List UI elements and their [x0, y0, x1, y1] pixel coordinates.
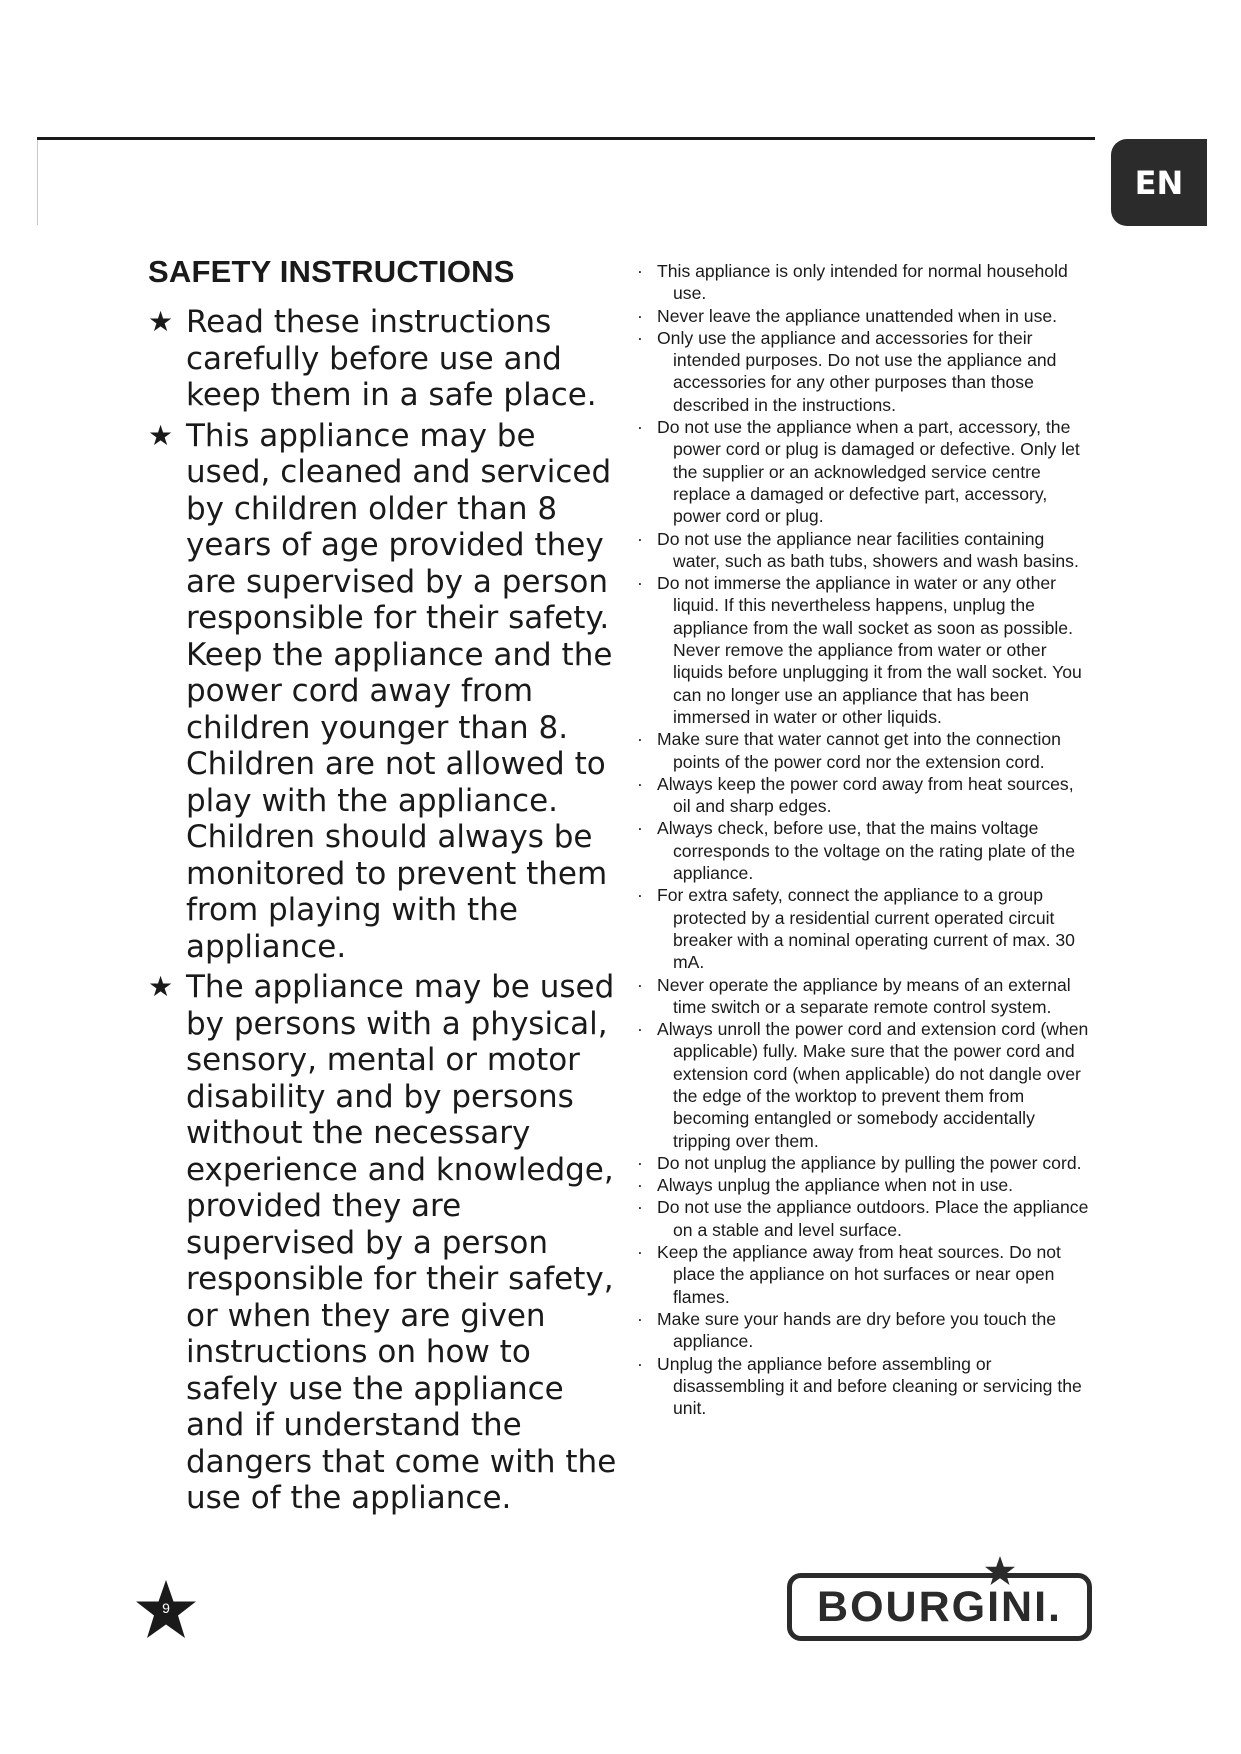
star-icon: ★	[148, 418, 174, 452]
bullet-icon: ·	[637, 528, 643, 549]
bullet-text: Always keep the power cord away from heat sources, oil and sharp edges.	[657, 773, 1074, 817]
list-item	[633, 817, 1093, 884]
bullet-text: Unplug the appliance before assembling or disassembling it and before cleaning or servicing the unit.	[657, 1353, 1082, 1419]
language-tab-label: EN	[1134, 163, 1184, 202]
star-icon: ★	[148, 970, 174, 1003]
list-item	[633, 572, 1093, 728]
bullet-icon: ·	[637, 1175, 643, 1196]
bullet-text: Do not unplug the appliance by pulling the power cord.	[657, 1152, 1082, 1173]
language-tab	[1111, 139, 1207, 226]
bullet-text: Always unroll the power cord and extension cord (when applicable) fully. Make sure that the power cord and extension cord (when applicable) do not dangle over the edge of the worktop to prevent them from becoming entangled or somebody accidentally tripping over them.	[657, 1019, 1089, 1151]
list-item	[633, 305, 1093, 327]
bullet-icon: ·	[637, 974, 643, 995]
bullet-text: Keep the appliance away from heat sources. Do not place the appliance on hot surfaces or near open flames.	[657, 1242, 1061, 1307]
key-point-text: Read these instructions carefully before use and keep them in a safe place.	[186, 304, 597, 413]
bullet-icon: ·	[637, 773, 643, 794]
bullet-text: This appliance is only intended for normal household use.	[657, 261, 1068, 304]
logo-wordmark: BOURGINI.	[817, 1582, 1062, 1631]
bullet-icon: ·	[637, 1242, 643, 1263]
star-icon: ★	[148, 305, 174, 338]
bullet-text: Do not use the appliance when a part, accessory, the power cord or plug is damaged or defective. Only let the supplier or an acknowledged service centre replace a damaged or defective part, accessory, power cord or plug.	[657, 417, 1080, 527]
bullet-text: Make sure that water cannot get into the connection points of the power cord nor the extension cord.	[657, 729, 1061, 772]
logo-frame	[787, 1573, 1092, 1641]
bullet-icon: ·	[637, 885, 643, 906]
bullet-icon: ·	[637, 1152, 643, 1173]
list-item	[633, 1353, 1093, 1420]
bullet-icon: ·	[637, 261, 643, 281]
key-point-text: This appliance may be used, cleaned and serviced by children older than 8 years of age provided they are supervised by a person responsible for their safety. Keep the appliance and the power cord away from children younger than 8. Children are not allowed to play with the appliance. Children should always be monitored to prevent them from playing with the appliance.	[186, 417, 613, 965]
section-title: SAFETY INSTRUCTIONS	[148, 254, 515, 289]
bullet-icon: ·	[637, 1308, 643, 1329]
bullet-icon: ·	[637, 729, 643, 750]
safety-key-points	[148, 254, 618, 1521]
bullet-text: Do not use the appliance near facilities containing water, such as bath tubs, showers and wash basins.	[657, 528, 1079, 571]
bullet-icon: ·	[637, 417, 643, 438]
safety-bullet-list	[633, 260, 1093, 1419]
list-item	[633, 773, 1093, 818]
page-number: 9	[162, 1600, 170, 1616]
bullet-text: Only use the appliance and accessories for their intended purposes. Do not use the appliance and accessories for any other purposes than those described in the instructions.	[657, 327, 1057, 415]
bullet-icon: ·	[637, 1353, 643, 1374]
list-item	[633, 1196, 1093, 1241]
list-item	[633, 884, 1093, 973]
bullet-icon: ·	[637, 573, 643, 594]
list-item	[633, 416, 1093, 527]
list-item	[633, 327, 1093, 416]
top-rule	[37, 137, 1095, 140]
bullet-text: Make sure your hands are dry before you touch the appliance.	[657, 1308, 1057, 1352]
bullet-icon: ·	[637, 818, 643, 839]
bullet-icon: ·	[637, 1019, 643, 1040]
bullet-text: Never operate the appliance by means of an external time switch or a separate remote control system.	[657, 974, 1071, 1017]
list-item	[633, 1018, 1093, 1152]
list-item	[633, 1241, 1093, 1308]
list-item	[633, 728, 1093, 773]
bullet-icon: ·	[637, 1197, 643, 1218]
list-item	[633, 974, 1093, 1019]
key-point	[148, 969, 618, 1517]
key-point	[148, 418, 618, 966]
corner-mark	[37, 140, 38, 225]
bullet-icon: ·	[637, 327, 643, 348]
bullet-text: Do not immerse the appliance in water or any other liquid. If this nevertheless happens, unplug the appliance from the wall socket as soon as possible. Never remove the appliance from water or other liquids before unplugging it from the wall socket. You can no longer use an appliance that has been immersed in water or other liquids.	[657, 573, 1082, 727]
key-point	[148, 304, 618, 414]
bullet-text: Never leave the appliance unattended when in use.	[657, 305, 1058, 326]
list-item	[633, 1152, 1093, 1174]
bullet-text: For extra safety, connect the appliance to a group protected by a residential current operated circuit breaker with a nominal operating current of max. 30 mA.	[657, 885, 1075, 973]
list-item	[633, 1308, 1093, 1353]
bullet-text: Always unplug the appliance when not in use.	[657, 1175, 1014, 1196]
bullet-text: Always check, before use, that the mains voltage corresponds to the voltage on the rating plate of the appliance.	[657, 818, 1075, 884]
key-point-text: The appliance may be used by persons with a physical, sensory, mental or motor disability and by persons without the necessary experience and knowledge, provided they are supervised by a person responsible for their safety, or when they are given instructions on how to safely use the appliance and if understand the dangers that come with the use of the appliance.	[186, 969, 617, 1516]
list-item	[633, 260, 1093, 305]
bullet-text: Do not use the appliance outdoors. Place the appliance on a stable and level surface.	[657, 1197, 1089, 1240]
bullet-icon: ·	[637, 305, 643, 326]
list-item	[633, 528, 1093, 573]
list-item	[633, 1174, 1093, 1196]
brand-logo	[784, 1555, 1104, 1653]
